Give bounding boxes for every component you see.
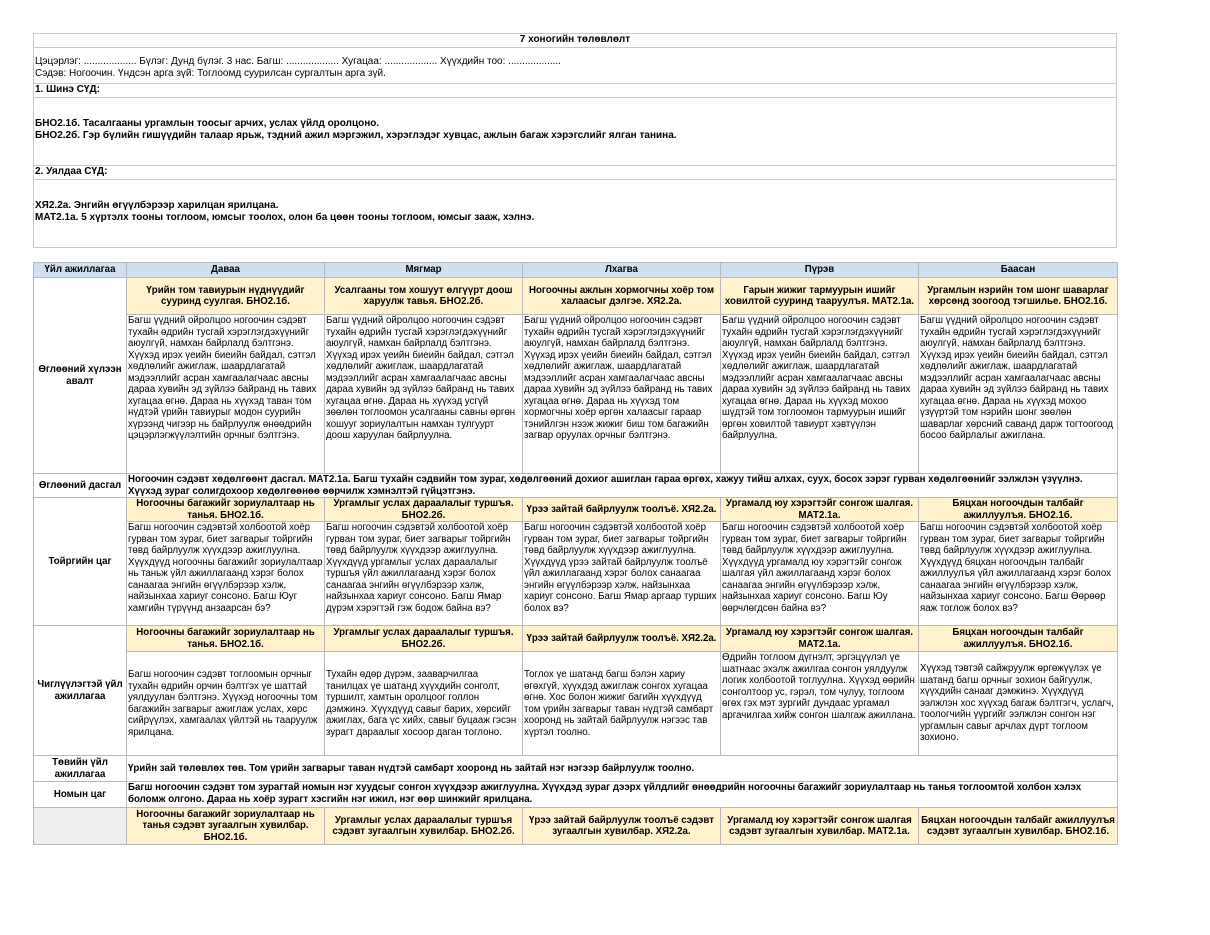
theme-cell: Ургамлыг услах дараалалыг туршъя. БНО2.2б. bbox=[325, 626, 523, 652]
activity-text: Багш үүдний ойролцоо ногоочин сэдэвт тухайн өдрийн тусгай хэрэглэгдэхүүнийг аюулгүй, намхан байрлалд бэлтгэнэ. Хүүхэд ирэх үеийн биеийн байдал, сэтгэл хөдлөлийг ажиглаж, шаардлагатай мэдээллийг асран хамгаалагчаас авсны дараа хувийн эд зүйлээ байранд нь тавих хугацаа өгнө. Дараа нь хүүхэд мохоо шүдтэй том тоглоомон тармуурын ишийг өргөн ховилтой тавиурт хэвтүүлэн байрлуулна. bbox=[722, 315, 911, 441]
row-label: Тойргийн цаг bbox=[34, 498, 127, 626]
book-text: Багш ногоочин сэдэвт том зурагтай номын нэг хуудсыг сонгон хүүхдээр ажиглуулна. Хүүхдэд зураг дээрх үйлдлийг өнөөдрийн ногоочны багажийг зориулалтаар нь танья тоглоомтой холбон хэлэх боломж олгоно. Дараа нь хоёр зурагт хэсгийн нэг ижил, нэг өөр шинжийг ярилцана. bbox=[128, 782, 1082, 805]
outdoor-theme-row bbox=[34, 808, 1118, 845]
weekly-grid bbox=[33, 262, 1118, 845]
theme-cell: Бяцхан ногоочдын талбайг ажиллуулъя сэдэвт зугаалгын хувилбар. БНО2.1б. bbox=[919, 808, 1118, 845]
book-row bbox=[34, 782, 1118, 808]
section-1-line-2: БНО2.2б. Гэр бүлийн гишүүдийн талаар ярьж, тэдний ажил мэргэжил, хэрэглэдэг хувцас, ажлын багаж хэрэгслийг ялган танина. bbox=[35, 130, 677, 141]
column-header: Даваа bbox=[127, 263, 325, 278]
row-label: Чиглүүлэгтэй үйл ажиллагаа bbox=[34, 626, 127, 756]
section-1-body bbox=[34, 98, 1117, 166]
theme-cell: Бяцхан ногоочдын талбайг ажиллуулъя. БНО2.1б. bbox=[919, 626, 1118, 652]
theme-cell: Бяцхан ногоочдын талбайг ажиллуулъя. БНО2.1б. bbox=[919, 498, 1118, 522]
info-line-2: Сэдэв: Ногоочин. Үндсэн арга зүй: Тоглоомд суурилсан сургалтын арга зүй. bbox=[35, 68, 386, 79]
theme-cell: Ургамлыг услах дараалалыг туршъя. БНО2.2б. bbox=[325, 498, 523, 522]
activity-text: Багш ногоочин сэдэвтэй холбоотой хоёр гурван том зураг, биет загварыг тойргийн төвд байрлуулж хүүхдээр ажиглуулна. Хүүхдүүд бяцхан ногоочдын талбайг ажиллуулъя үйл ажиллагаанд хэрэг болох санаагаа энгийн өгүүлбэрээр хэлж, найзынхаа хариуг сонсоно. Багш Өөрөөр яаж тоглож болох вэ? bbox=[920, 522, 1112, 614]
theme-cell: Ургамалд юу хэрэгтэйг сонгож шалгая. МАТ2.1а. bbox=[721, 626, 919, 652]
activity-text: Багш ногоочин сэдэвтэй холбоотой хоёр гурван том зураг, биет загварыг тойргийн төвд байрлуулж хүүхдээр ажиглуулна. Хүүхдүүд үрээ зайтай байрлуулж тоолъё үйл ажиллагаанд хэрэг болох санаагаа энгийн өгүүлбэрээр хэлж, найзынхаа хариуг сонсоно. Багш Ямар аргаар турших болох вэ? bbox=[524, 522, 717, 614]
activity-text: Багш ногоочин сэдэвт тоглоомын орчныг тухайн өдрийн орчин бэлтгэх үе шаттай уялдуулан бэлтгэнэ. Хүүхэд ногоочны том багажийн загварыг ажиглаж услах, хөрс сийрүүлэх, хамгаалах үйлтэй нь тааруулж ярилцана. bbox=[128, 669, 318, 738]
guided-theme-row bbox=[34, 626, 1118, 652]
theme-cell: Үрээ зайтай байрлуулж тоолъё сэдэвт зугаалгын хувилбар. ХЯ2.2а. bbox=[523, 808, 721, 845]
theme-cell: Үрээ зайтай байрлуулж тоолъё. ХЯ2.2а. bbox=[523, 498, 721, 522]
planning-sheet bbox=[33, 33, 1117, 845]
exercise-row bbox=[34, 474, 1118, 498]
column-header: Лхагва bbox=[523, 263, 721, 278]
header-table bbox=[33, 33, 1117, 248]
section-2-line-1: ХЯ2.2а. Энгийн өгүүлбэрээр харилцан ярилцана. bbox=[35, 200, 279, 211]
exercise-text: Ногоочин сэдэвт хөдөлгөөнт дасгал. МАТ2.1а. Багш тухайн сэдвийн том зураг, хөдөлгөөний дохиог ашиглан гараа өргөх, хажуу тийш алхах, суух, босох зэрэг гурван хөдөлгөөнийг ээлжлэн үзүүлнэ. Хүүхэд зураг солигдохоор хөдөлгөөнөө өөрчилж хэмнэлтэй гүйцэтгэнэ. bbox=[128, 474, 1083, 497]
activity-text: Багш ногоочин сэдэвтэй холбоотой хоёр гурван том зураг, биет загварыг тойргийн төвд байрлуулж хүүхдээр ажиглуулна. Хүүхдүүд ногоочны багажийг зориулалтаар нь таньж үйл ажиллагаанд хэрэг болох санаагаа энгийн өгүүлбэрээр хэлж, найзынхаа хариуг сонсоно. Багш Юуг хамгийн түрүүнд анзаарсан бэ? bbox=[128, 522, 323, 614]
row-label bbox=[34, 808, 127, 845]
theme-cell: Үрээ зайтай байрлуулж тоолъё. ХЯ2.2а. bbox=[523, 626, 721, 652]
theme-cell: Ургамлын нэрийн том шонг шаварлаг хөрсөнд зоогоод тэгшилье. БНО2.1б. bbox=[919, 278, 1118, 315]
info-cell bbox=[34, 48, 1117, 84]
section-2-title: 2. Уялдаа СҮД: bbox=[34, 166, 1117, 180]
row-label: Өглөөний дасгал bbox=[34, 474, 127, 498]
morning-text-row bbox=[34, 315, 1118, 474]
activity-text: Багш үүдний ойролцоо ногоочин сэдэвт тухайн өдрийн тусгай хэрэглэгдэхүүнийг аюулгүй, намхан байрлалд бэлтгэнэ. Хүүхэд ирэх үеийн биеийн байдал, сэтгэл хөдлөлийг ажиглаж, шаардлагатай мэдээллийг асран хамгаалагчаас авсны дараа хувийн эд зүйлээ байранд нь тавих хугацаа өгнө. Дараа нь хүүхэд мохоо үзүүртэй том нэрийн шонг зөөлөн шаварлаг хөрсний саванд дарж тогтоогоод босоо байрлалыг ажиглана. bbox=[920, 315, 1114, 441]
activity-text: Багш үүдний ойролцоо ногоочин сэдэвт тухайн өдрийн тусгай хэрэглэгдэхүүнийг аюулгүй, намхан байрлалд бэлтгэнэ. Хүүхэд ирэх үеийн биеийн байдал, сэтгэл хөдлөлийг ажиглаж, шаардлагатай мэдээллийг асран хамгаалагчаас авсны дараа хувийн эд зүйлээ байранд нь тавих хугацаа өгнө. Дараа нь хүүхэд том хормогчны хоёр өргөн халаасыг гараар тэнийлгэн нээж жижиг биш том багажийн загвар оруулах орчныг бэлтгэнэ. bbox=[524, 315, 713, 441]
theme-cell: Ургамалд юу хэрэгтэйг сонгож шалгая сэдэвт зугаалгын хувилбар. МАТ2.1а. bbox=[721, 808, 919, 845]
theme-cell: Ногоочны багажийг зориулалтаар нь танья сэдэвт зугаалгын хувилбар. БНО2.1б. bbox=[127, 808, 325, 845]
guided-text-row bbox=[34, 652, 1118, 756]
circle-theme-row bbox=[34, 498, 1118, 522]
row-label: Номын цаг bbox=[34, 782, 127, 808]
center-text: Үрийн зай төлөвлөх төв. Том үрийн загварыг таван нүдтэй самбарт хооронд нь зайтай нэг нэгээр байрлуулж тоолно. bbox=[127, 756, 1118, 782]
row-label: Өглөөний хүлээн авалт bbox=[34, 278, 127, 474]
circle-text-row bbox=[34, 522, 1118, 626]
theme-cell: Ногоочны ажлын хормогчны хоёр том халаасыг дэлгэе. ХЯ2.2а. bbox=[523, 278, 721, 315]
theme-cell: Ногоочны багажийг зориулалтаар нь танья. БНО2.1б. bbox=[127, 626, 325, 652]
activity-text: Хүүхэд тэвтэй сайжруулж өргөжүүлэх үе шатанд багш орчныг зохион байгуулж, хүүхдийн санааг дэмжинэ. Хүүхдүүд ээлжлэн хос хүүхэд багаж бэлтгэгч, услагч, тоологчийн үүргийг ээлжлэн сонгон нэг ургамлын савыг арчлах дүрт тоглоом зохионо. bbox=[920, 663, 1114, 744]
column-header: Үйл ажиллагаа bbox=[34, 263, 127, 278]
section-1-title: 1. Шинэ СҮД: bbox=[34, 84, 1117, 98]
section-1-line-1: БНО2.1б. Тасалгааны ургамлын тоосыг арчих, услах үйлд оролцоно. bbox=[35, 118, 380, 129]
theme-cell: Ургамалд юу хэрэгтэйг сонгож шалгая. МАТ2.1а. bbox=[721, 498, 919, 522]
theme-cell: Ногоочны багажийг зориулалтаар нь танья. БНО2.1б. bbox=[127, 498, 325, 522]
info-line-1: Цэцэрлэг: ................... Бүлэг: Дунд бүлэг. 3 нас. Багш: ................... Хугацаа: ................... Хүүхдийн тоо: ................... bbox=[35, 56, 561, 67]
morning-theme-row bbox=[34, 278, 1118, 315]
activity-text: Тухайн өдөр дүрэм, зааварчилгаа танилцах үе шатанд хүүхдийн сонголт, туршилт, хамтын оролцоог голлон дэмжинэ. Хүүхдүүд савыг барих, хөрсийг ажиглах, бага үс хийх, савыг буцааж гэсэн зурагт дараалыг хосоор даган тоглоно. bbox=[326, 669, 517, 738]
sheet-title: 7 хоногийн төлөвлөлт bbox=[34, 34, 1117, 48]
column-header: Пүрэв bbox=[721, 263, 919, 278]
theme-cell: Усалгааны том хошуут өлгүүрт доош харуулж тавья. БНО2.2б. bbox=[325, 278, 523, 315]
column-header-row bbox=[34, 263, 1118, 278]
activity-text: Багш ногоочин сэдэвтэй холбоотой хоёр гурван том зураг, биет загварыг тойргийн төвд байрлуулж хүүхдээр ажиглуулна. Хүүхдүүд ургамлыг услах дараалалыг туршъя үйл ажиллагаанд хэрэг болох санаагаа энгийн өгүүлбэрээр хэлж, найзынхаа хариуг сонсоно. Багш Ямар дүрэм хэрэгтэй гэж бодож байна вэ? bbox=[326, 522, 511, 614]
column-header: Мягмар bbox=[325, 263, 523, 278]
center-row bbox=[34, 756, 1118, 782]
section-2-line-2: МАТ2.1а. 5 хүртэлх тооны тоглоом, юмсыг тоолох, олон ба цөөн тооны тоглоом, юмсыг зааж, хэлнэ. bbox=[35, 212, 535, 223]
theme-cell: Гарын жижиг тармуурын ишийг ховилтой сууринд тааруулъя. МАТ2.1а. bbox=[721, 278, 919, 315]
activity-text: Багш ногоочин сэдэвтэй холбоотой хоёр гурван том зураг, биет загварыг тойргийн төвд байрлуулж хүүхдээр ажиглуулна. Хүүхдүүд ургамалд юу хэрэгтэйг сонгож шалгая үйл ажиллагаанд хэрэг болох санаагаа энгийн өгүүлбэрээр хэлж, найзынхаа хариуг сонсоно. Багш Юу өөрчлөгдсөн байна вэ? bbox=[722, 522, 907, 614]
activity-text: Багш үүдний ойролцоо ногоочин сэдэвт тухайн өдрийн тусгай хэрэглэгдэхүүнийг аюулгүй, намхан байрлалд бэлтгэнэ. Хүүхэд ирэх үеийн биеийн байдал, сэтгэл хөдлөлийг ажиглаж, шаардлагатай мэдээллийг асран хамгаалагчаас авсны дараа хувийн эд зүйлээ байранд нь тавих хугацаа өгнө. Дараа нь хүүхэд таван том нүдтэй үрийн тавиурыг модон суурийн хүрээнд чигээр нь байрлуулж өнөөдрийн цэцэрлэгжүүлэлтийн орчныг бэлтгэнэ. bbox=[128, 315, 317, 441]
section-2-body bbox=[34, 180, 1117, 248]
row-label: Төвийн үйл ажиллагаа bbox=[34, 756, 127, 782]
activity-text: Багш үүдний ойролцоо ногоочин сэдэвт тухайн өдрийн тусгай хэрэглэгдэхүүнийг аюулгүй, намхан байрлалд бэлтгэнэ. Хүүхэд ирэх үеийн биеийн байдал, сэтгэл хөдлөлийг ажиглаж, шаардлагатай мэдээллийг асран хамгаалагчаас авсны дараа хувийн эд зүйлээ байранд нь тавих хугацаа өгнө. Дараа нь хүүхэд усгүй зөөлөн тоглоомон усалгааны савны өргөн хошууг зориулалтын намхан тулгуурт доош харуулан байрлуулна. bbox=[326, 315, 516, 441]
theme-cell: Үрийн том тавиурын нүднүүдийг сууринд суулгая. БНО2.1б. bbox=[127, 278, 325, 315]
column-header: Баасан bbox=[919, 263, 1118, 278]
theme-cell: Ургамлыг услах дараалалыг туршъя сэдэвт зугаалгын хувилбар. БНО2.2б. bbox=[325, 808, 523, 845]
activity-text: Тоглох үе шатанд багш бэлэн хариу өгөхгүй, хүүхдэд ажиглаж сонгох хугацаа өгнө. Хос болон жижиг багийн хүүхдүүд том үрийн загварыг таван нүдтэй самбарт хооронд нь зайтай байрлуулж нэгээс тав хүртэл тоолно. bbox=[524, 669, 714, 738]
activity-text: Өдрийн тоглоом дүгнэлт, эргэцүүлэл үе шатнаас эхэлж ажилгаа сонгон уялдуулж логик холбоотой тоглуулна. Хүүхэд өөрийн сонголтоор ус, гэрэл, том чулуу, тоглоом өгөх гэх мэт зургийг дундаас ургамал аргачилгаа хийж сонгон шалгаж ажиллана. bbox=[722, 652, 916, 721]
